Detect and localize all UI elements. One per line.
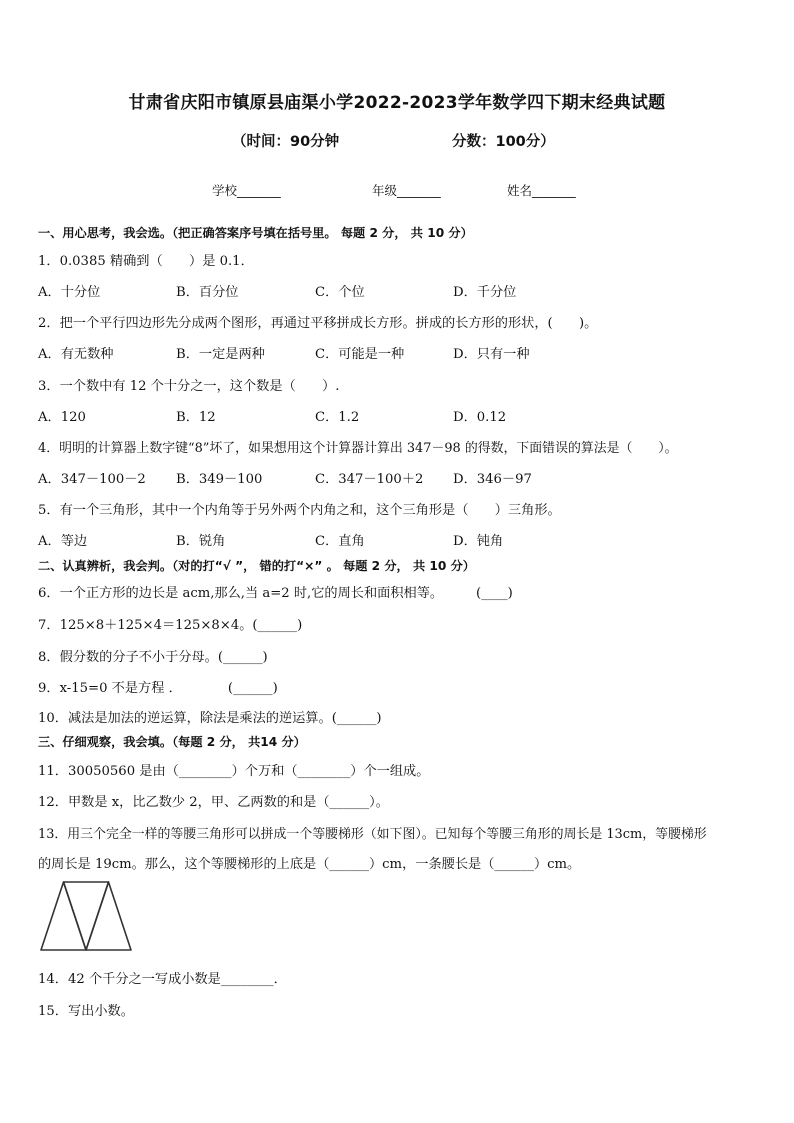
- question-10: 10．减法是加法的逆运算，除法是乘法的逆运算。(______): [38, 711, 382, 726]
- option-d[interactable]: D．只有一种: [453, 347, 530, 362]
- option-b[interactable]: B．12: [176, 410, 216, 425]
- option-c[interactable]: C．个位: [315, 285, 365, 300]
- question-8: 8．假分数的分子不小于分母。(______): [38, 650, 268, 665]
- question-9: 9．x-15=0 不是方程 ． (______): [38, 681, 278, 696]
- question-13-continued: 的周长是 19cm。那么，这个等腰梯形的上底是（______）cm，一条腰长是（______）cm。: [38, 857, 581, 872]
- question-1: 1．0.0385 精确到（ ）是 0.1．: [38, 254, 254, 269]
- option-b[interactable]: B．锐角: [176, 534, 226, 549]
- option-c[interactable]: C．可能是一种: [315, 347, 405, 362]
- option-a[interactable]: A．十分位: [38, 285, 101, 300]
- option-b[interactable]: B．百分位: [176, 285, 239, 300]
- question-7: 7．125×8＋125×4＝125×8×4。(______): [38, 618, 303, 633]
- option-d[interactable]: D．钝角: [453, 534, 504, 549]
- option-d[interactable]: D．346－97: [453, 472, 532, 487]
- option-d[interactable]: D．千分位: [453, 285, 517, 300]
- trapezoid-figure: [38, 878, 134, 954]
- triangle-right: [86, 882, 131, 950]
- option-c[interactable]: C．1.2: [315, 410, 360, 425]
- school-field[interactable]: 学校_______: [212, 183, 281, 198]
- section-heading-judge: 二、认真辨析，我会判。（对的打“√ ”， 错的打“×” 。 每题 2 分， 共 10 分）: [38, 559, 475, 573]
- section-heading-fill: 三、仔细观察，我会填。（每题 2 分， 共14 分）: [38, 735, 306, 749]
- page-title: 甘肃省庆阳市镇原县庙渠小学2022-2023学年数学四下期末经典试题: [128, 93, 666, 113]
- triangle-left: [41, 882, 86, 950]
- name-field[interactable]: 姓名_______: [507, 183, 576, 198]
- option-c[interactable]: C．直角: [315, 534, 365, 549]
- option-b[interactable]: B．一定是两种: [176, 347, 265, 362]
- option-c[interactable]: C．347－100＋2: [315, 472, 424, 487]
- question-3: 3．一个数中有 12 个十分之一，这个数是（ ）.: [38, 379, 340, 394]
- option-b[interactable]: B．349－100: [176, 472, 263, 487]
- grade-field[interactable]: 年级_______: [372, 183, 441, 198]
- section-heading-choice: 一、用心思考，我会选。（把正确答案序号填在括号里。 每题 2 分， 共 10 分）: [38, 226, 473, 240]
- question-15: 15．写出小数。: [38, 1004, 134, 1019]
- exam-time: （时间：90分钟: [232, 134, 340, 150]
- option-a[interactable]: A．347－100－2: [38, 472, 146, 487]
- triangle-middle: [64, 882, 109, 950]
- option-d[interactable]: D．0.12: [453, 410, 507, 425]
- question-11: 11．30050560 是由（________）个万和（________）个一组成。: [38, 764, 430, 779]
- option-a[interactable]: A．有无数种: [38, 347, 114, 362]
- question-2: 2．把一个平行四边形先分成两个图形，再通过平移拼成长方形。拼成的长方形的形状，( )。: [38, 316, 598, 331]
- question-4: 4．明明的计算器上数字键“8”坏了，如果想用这个计算器计算出 347－98 的得数，下面错误的算法是（ ）。: [38, 441, 678, 456]
- option-a[interactable]: A．120: [38, 410, 86, 425]
- question-5: 5．有一个三角形，其中一个内角等于另外两个内角之和，这个三角形是（ ）三角形。: [38, 503, 561, 518]
- exam-score: 分数：100分）: [452, 134, 555, 150]
- question-13: 13．用三个完全一样的等腰三角形可以拼成一个等腰梯形（如下图）。已知每个等腰三角形的周长是 13cm，等腰梯形: [38, 827, 707, 842]
- question-6: 6．一个正方形的边长是 acm,那么,当 a=2 时,它的周长和面积相等。 (____): [38, 586, 513, 601]
- question-14: 14．42 个千分之一写成小数是________．: [38, 972, 287, 987]
- option-a[interactable]: A．等边: [38, 534, 88, 549]
- question-12: 12．甲数是 x，比乙数少 2，甲、乙两数的和是（______）。: [38, 795, 389, 810]
